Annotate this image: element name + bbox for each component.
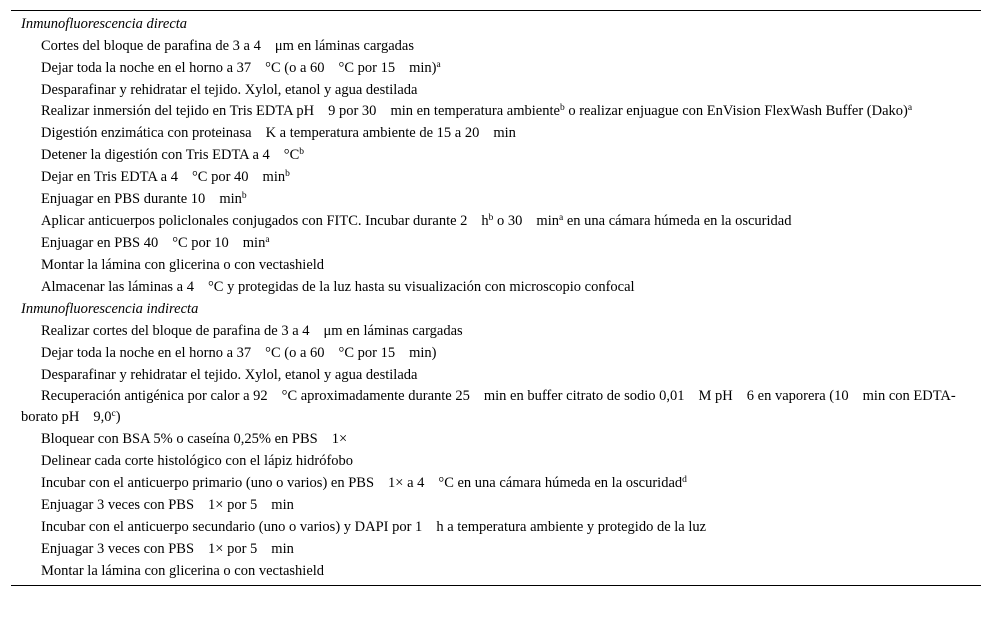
protocol-step bbox=[11, 538, 981, 560]
step-text: min bbox=[242, 235, 266, 251]
step-text: °C (o a 60 bbox=[265, 60, 325, 76]
step-text: min) bbox=[409, 345, 437, 361]
step-text: Realizar inmersión del tejido en Tris EDTA pH bbox=[41, 103, 315, 119]
step-text: Dejar toda la noche en el horno a 37 bbox=[41, 345, 252, 361]
footnote-marker: a bbox=[558, 213, 564, 223]
footnote-marker: c bbox=[111, 409, 116, 419]
step-text: Enjuagar 3 veces con PBS bbox=[41, 541, 195, 557]
section-heading: Inmunofluorescencia directa bbox=[21, 16, 188, 32]
section-heading: Inmunofluorescencia indirecta bbox=[21, 301, 199, 317]
step-text: μm en láminas cargadas bbox=[323, 323, 463, 339]
protocol-step bbox=[11, 494, 981, 516]
step-text: o realizar enjuague con EnVision FlexWash Buffer (Dako) bbox=[564, 103, 908, 119]
protocol-step bbox=[11, 166, 981, 188]
step-text: Recuperación antigénica por calor a 92 bbox=[41, 388, 268, 404]
protocol-step bbox=[11, 364, 981, 386]
step-text: min) bbox=[409, 60, 437, 76]
protocol-step bbox=[11, 320, 981, 342]
step-text: μm en láminas cargadas bbox=[274, 38, 415, 54]
step-text: Delinear cada corte histológico con el lápiz hidrófobo bbox=[41, 453, 354, 469]
footnote-marker: a bbox=[436, 60, 441, 70]
protocol-step bbox=[11, 428, 981, 450]
footnote-marker: a bbox=[265, 235, 270, 245]
step-text: °C aproximadamente durante 25 bbox=[281, 388, 470, 404]
step-text: Almacenar las láminas a 4 bbox=[41, 279, 194, 295]
step-text: °C por 10 bbox=[172, 235, 229, 251]
step-text: °C en una cámara húmeda en la oscuridad bbox=[438, 475, 683, 491]
step-text: Enjuagar 3 veces con PBS bbox=[41, 497, 195, 513]
step-text: °C por 15 bbox=[338, 60, 396, 76]
footnote-marker: b bbox=[285, 169, 290, 179]
footnote-marker: a bbox=[907, 103, 913, 113]
step-text: Bloquear con BSA 5% o caseína 0,25% en PBS bbox=[41, 431, 318, 447]
step-text: 6 en vaporera (10 bbox=[746, 388, 849, 404]
step-text: Incubar con el anticuerpo secundario (uno o varios) y DAPI por 1 bbox=[41, 519, 423, 535]
protocol-table-body bbox=[11, 13, 981, 582]
footnote-marker: b bbox=[488, 213, 494, 223]
step-text: °C y protegidas de la luz hasta su visualización con microscopio confocal bbox=[208, 279, 635, 295]
protocol-step bbox=[11, 144, 981, 166]
step-text: 9 por 30 bbox=[328, 103, 377, 119]
footnote-marker: b bbox=[299, 147, 305, 157]
step-text: h a temperatura ambiente y protegido de la luz bbox=[436, 519, 707, 535]
step-text: en una cámara húmeda en la oscuridad bbox=[563, 213, 792, 229]
protocol-step bbox=[11, 560, 981, 582]
protocol-step bbox=[11, 35, 981, 57]
step-text: min en temperatura ambiente bbox=[390, 103, 560, 119]
protocol-step bbox=[11, 472, 981, 494]
protocol-step bbox=[11, 188, 981, 210]
footnote-marker: b bbox=[559, 103, 565, 113]
protocol-step bbox=[11, 386, 981, 428]
step-text: 9,0 bbox=[93, 409, 112, 425]
step-text: Montar la lámina con glicerina o con vectashield bbox=[41, 563, 325, 579]
step-text: Desparafinar y rehidratar el tejido. Xylol, etanol y agua destilada bbox=[41, 82, 418, 98]
step-text: o 30 bbox=[493, 213, 523, 229]
footnote-marker: d bbox=[682, 475, 687, 485]
protocol-step bbox=[11, 276, 981, 298]
step-text: °C bbox=[283, 147, 300, 163]
protocol-step bbox=[11, 254, 981, 276]
step-text: min bbox=[271, 497, 294, 513]
step-text: min bbox=[271, 541, 294, 557]
step-text: h bbox=[481, 213, 489, 229]
step-text: min bbox=[262, 169, 286, 185]
step-text: ) bbox=[115, 409, 121, 425]
protocol-step bbox=[11, 516, 981, 538]
footnote-marker: b bbox=[241, 191, 247, 201]
step-text: Cortes del bloque de parafina de 3 a 4 bbox=[41, 38, 261, 54]
step-text: min en buffer citrato de sodio 0,01 bbox=[483, 388, 685, 404]
step-text: min bbox=[493, 125, 516, 141]
step-text: min con EDTA-borato pH bbox=[21, 388, 956, 425]
protocol-step bbox=[11, 342, 981, 364]
protocol-step bbox=[11, 450, 981, 472]
step-text: Incubar con el anticuerpo primario (uno o varios) en PBS bbox=[41, 475, 375, 491]
step-text: °C por 40 bbox=[191, 169, 249, 185]
step-text: Dejar toda la noche en el horno a 37 bbox=[41, 60, 252, 76]
step-text: Desparafinar y rehidratar el tejido. Xylol, etanol y agua destilada bbox=[41, 367, 418, 383]
step-text: °C por 15 bbox=[338, 345, 396, 361]
step-text: Digestión enzimática con proteinasa bbox=[41, 125, 252, 141]
step-text: min bbox=[219, 191, 242, 207]
protocol-step bbox=[11, 79, 981, 101]
protocol-step bbox=[11, 210, 981, 232]
step-text: Aplicar anticuerpos policlonales conjugados con FITC. Incubar durante 2 bbox=[41, 213, 468, 229]
step-text: Montar la lámina con glicerina o con vectashield bbox=[41, 257, 325, 273]
step-text: °C (o a 60 bbox=[265, 345, 325, 361]
step-text: Enjuagar en PBS durante 10 bbox=[41, 191, 206, 207]
protocol-table bbox=[11, 10, 981, 586]
protocol-step bbox=[11, 122, 981, 144]
step-text: 1× por 5 bbox=[208, 541, 258, 557]
step-text: min bbox=[536, 213, 559, 229]
step-text: M pH bbox=[698, 388, 733, 404]
step-text: K a temperatura ambiente de 15 a 20 bbox=[265, 125, 480, 141]
step-text: Realizar cortes del bloque de parafina de 3 a 4 bbox=[41, 323, 310, 339]
step-text: 1× por 5 bbox=[208, 497, 258, 513]
step-text: 1× a 4 bbox=[388, 475, 425, 491]
protocol-step bbox=[11, 101, 981, 122]
protocol-step bbox=[11, 232, 981, 254]
step-text: Enjuagar en PBS 40 bbox=[41, 235, 159, 251]
step-text: Detener la digestión con Tris EDTA a 4 bbox=[41, 147, 270, 163]
step-text: 1× bbox=[331, 431, 348, 447]
protocol-step bbox=[11, 57, 981, 79]
step-text: Dejar en Tris EDTA a 4 bbox=[41, 169, 178, 185]
